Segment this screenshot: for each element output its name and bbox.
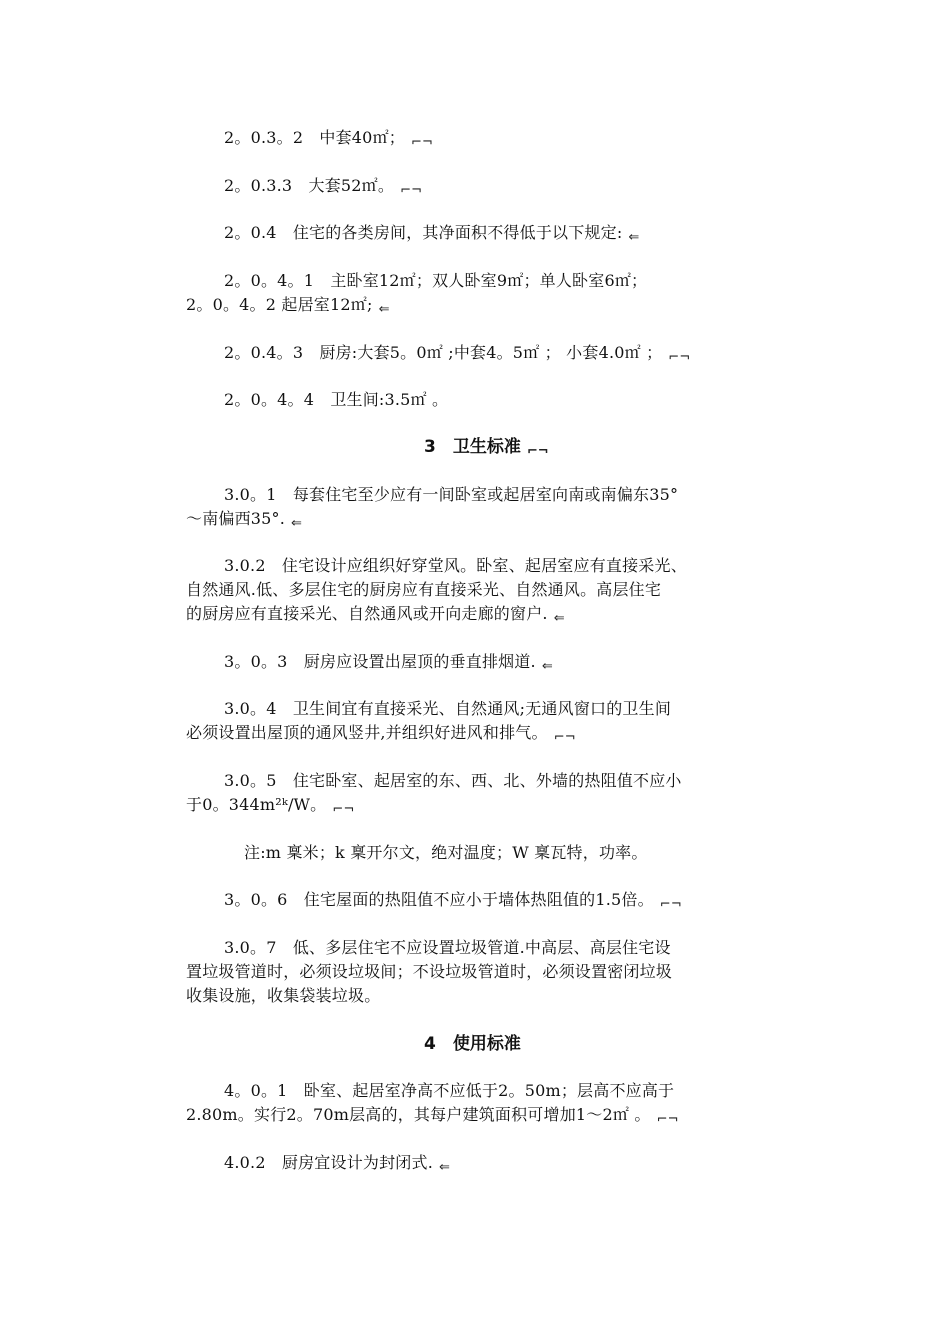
paragraph-mark-icon: ⌐¬	[668, 350, 691, 365]
para-2-0-4-4: 2。0。4。4 卫生间:3.5㎡ 。	[224, 390, 449, 409]
paragraph-mark-icon: ⌐¬	[656, 1112, 679, 1127]
paragraph-mark-icon: ⌐¬	[553, 730, 576, 745]
para-3-0-1-cont: ～南偏西35°. ⇐	[186, 509, 303, 531]
note-units: 注:m 稟米；k 稟开尔文，绝对温度；W 稟瓦特，功率。	[244, 843, 648, 862]
para-3-0-2-cont2: 的厨房应有直接采光、自然通风或开向走廊的窗户. ⇐	[186, 604, 565, 626]
para-2-0-4-3: 2。0.4。3 厨房:大套5。0㎡ ;中套4。5㎡ ； 小套4.0㎡ ； ⌐¬	[224, 343, 691, 365]
section-heading-3: 3 卫生标准 ⌐¬	[424, 437, 549, 459]
paragraph-mark-icon: ⇐	[439, 1160, 451, 1175]
para-2-0-3-2: 2。0.3。2 中套40㎡； ⌐¬	[224, 128, 434, 150]
para-3-0-5-cont: 于0。344m²ᵏ/W。 ⌐¬	[186, 795, 355, 817]
paragraph-mark-icon: ⇐	[628, 230, 640, 245]
paragraph-mark-icon: ⇐	[291, 516, 303, 531]
para-3-0-3: 3。0。3 厨房应设置出屋顶的垂直排烟道. ⇐	[224, 652, 553, 674]
para-3-0-2: 3.0.2 住宅设计应组织好穿堂风。卧室、起居室应有直接采光、	[224, 556, 687, 575]
paragraph-mark-icon: ⇐	[378, 302, 390, 317]
paragraph-mark-icon: ⇐	[553, 611, 565, 626]
para-3-0-7-cont1: 置垃圾管道时，必须设垃圾间；不设垃圾管道时，必须设置密闭垃圾	[186, 962, 673, 981]
para-4-0-1: 4。0。1 卧室、起居室净高不应低于2。50m；层高不应高于	[224, 1081, 675, 1100]
para-2-0-3-3: 2。0.3.3 大套52㎡。 ⌐¬	[224, 176, 423, 198]
paragraph-mark-icon: ⌐¬	[332, 802, 355, 817]
para-3-0-4-cont: 必须设置出屋顶的通风竖井,并组织好进风和排气。 ⌐¬	[186, 723, 576, 745]
para-3-0-7-cont2: 收集设施，收集袋装垃圾。	[186, 986, 381, 1005]
section-heading-4: 4 使用标准	[424, 1034, 521, 1054]
para-3-0-7: 3.0。7 低、多层住宅不应设置垃圾管道.中高层、高层住宅设	[224, 938, 671, 957]
para-4-0-2: 4.0.2 厨房宜设计为封闭式. ⇐	[224, 1153, 451, 1175]
para-3-0-5: 3.0。5 住宅卧室、起居室的东、西、北、外墙的热阻值不应小	[224, 771, 682, 790]
para-3-0-2-cont1: 自然通风.低、多层住宅的厨房应有直接采光、自然通风。高层住宅	[186, 580, 662, 599]
para-2-0-4-1: 2。0。4。1 主卧室12㎡；双人卧室9㎡；单人卧室6㎡；	[224, 271, 648, 290]
para-3-0-1: 3.0。1 每套住宅至少应有一间卧室或起居室向南或南偏东35°	[224, 485, 679, 504]
paragraph-mark-icon: ⇐	[541, 659, 553, 674]
para-2-0-4: 2。0.4 住宅的各类房间，其净面积不得低于以下规定: ⇐	[224, 223, 640, 245]
para-2-0-4-2: 2。0。4。2 起居室12㎡; ⇐	[186, 295, 390, 317]
para-4-0-1-cont: 2.80m。实行2。70m层高的，其每户建筑面积可增加1～2㎡ 。 ⌐¬	[186, 1105, 679, 1127]
paragraph-mark-icon: ⌐¬	[410, 135, 434, 150]
paragraph-mark-icon: ⌐¬	[659, 897, 682, 912]
paragraph-mark-icon: ⌐¬	[526, 444, 549, 459]
paragraph-mark-icon: ⌐¬	[400, 183, 423, 198]
para-3-0-4: 3.0。4 卫生间宜有直接采光、自然通风;无通风窗口的卫生间	[224, 699, 672, 718]
para-3-0-6: 3。0。6 住宅屋面的热阻值不应小于墙体热阻值的1.5倍。 ⌐¬	[224, 890, 682, 912]
